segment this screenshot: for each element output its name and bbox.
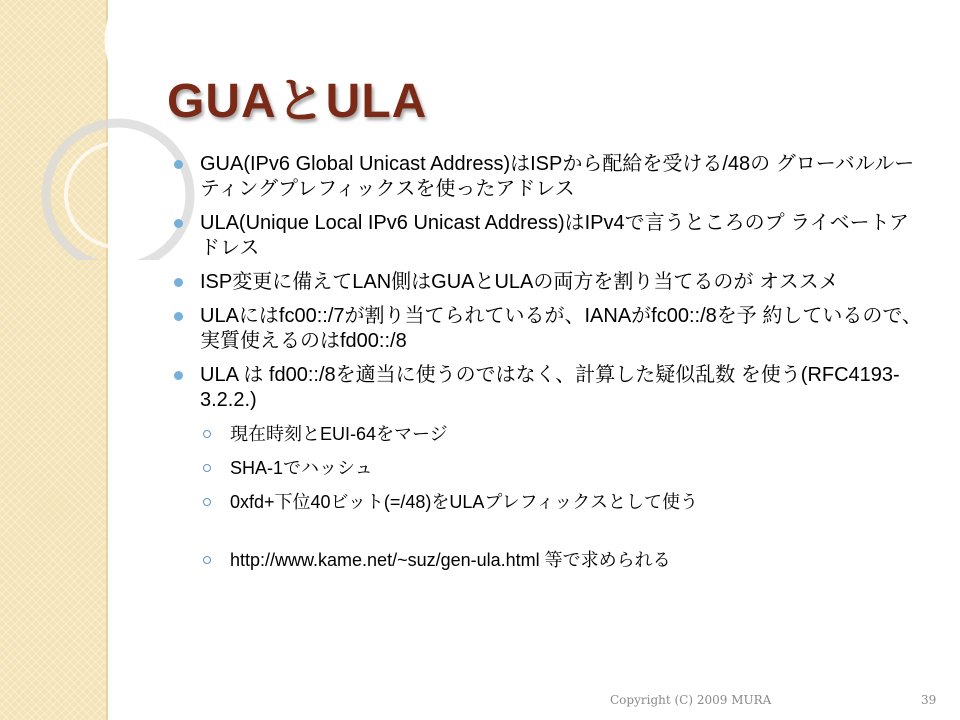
bullet-icon <box>174 278 183 287</box>
bullet-text: GUA(IPv6 Global Unicast Address)はISPから配給を受ける/48の グローバルルーティングプレフィックスを使ったアドレス <box>200 153 915 200</box>
bullet-list <box>168 152 928 582</box>
bullet-item <box>168 152 928 202</box>
side-decoration-band <box>0 0 106 720</box>
sub-bullet-icon <box>203 556 211 564</box>
page-number: 39 <box>921 693 937 707</box>
bullet-icon <box>174 160 183 169</box>
slide-title: GUAとULA <box>167 75 428 128</box>
bullet-item <box>168 304 928 354</box>
sub-bullet-icon <box>203 464 211 472</box>
bullet-item <box>168 363 928 413</box>
sub-bullet-item <box>168 456 928 480</box>
side-band-edge <box>106 0 108 720</box>
bullet-text: ULA(Unique Local IPv6 Unicast Address)はIPv4で言うところのプ ライベートアドレス <box>200 212 909 259</box>
footer-copyright: Copyright (C) 2009 MURA <box>610 693 772 707</box>
bullet-item <box>168 270 928 295</box>
sub-bullet-text: http://www.kame.net/~suz/gen-ula.html 等で求められる <box>230 550 671 570</box>
sub-bullet-item <box>168 490 928 514</box>
bullet-text: ISP変更に備えてLAN側はGUAとULAの両方を割り当てるのが オススメ <box>200 271 839 293</box>
bullet-icon <box>174 371 183 380</box>
bullet-icon <box>174 219 183 228</box>
bullet-text: ULA は fd00::/8を適当に使うのではなく、計算した疑似乱数 を使う(RFC4193-3.2.2.) <box>200 364 900 411</box>
bullet-text: ULAにはfc00::/7が割り当てられているが、IANAがfc00::/8を予 約しているので、実質使えるのはfd00::/8 <box>200 305 922 352</box>
sub-bullet-item <box>168 548 928 572</box>
sub-bullet-icon <box>203 498 211 506</box>
sub-bullet-text: SHA-1でハッシュ <box>230 458 373 478</box>
sub-bullet-text: 現在時刻とEUI-64をマージ <box>230 424 448 444</box>
sub-bullet-text: 0xfd+下位40ビット(=/48)をULAプレフィックスとして使う <box>230 492 699 512</box>
bullet-icon <box>174 312 183 321</box>
sub-bullet-item <box>168 422 928 446</box>
sub-bullet-icon <box>203 430 211 438</box>
bullet-item <box>168 211 928 261</box>
